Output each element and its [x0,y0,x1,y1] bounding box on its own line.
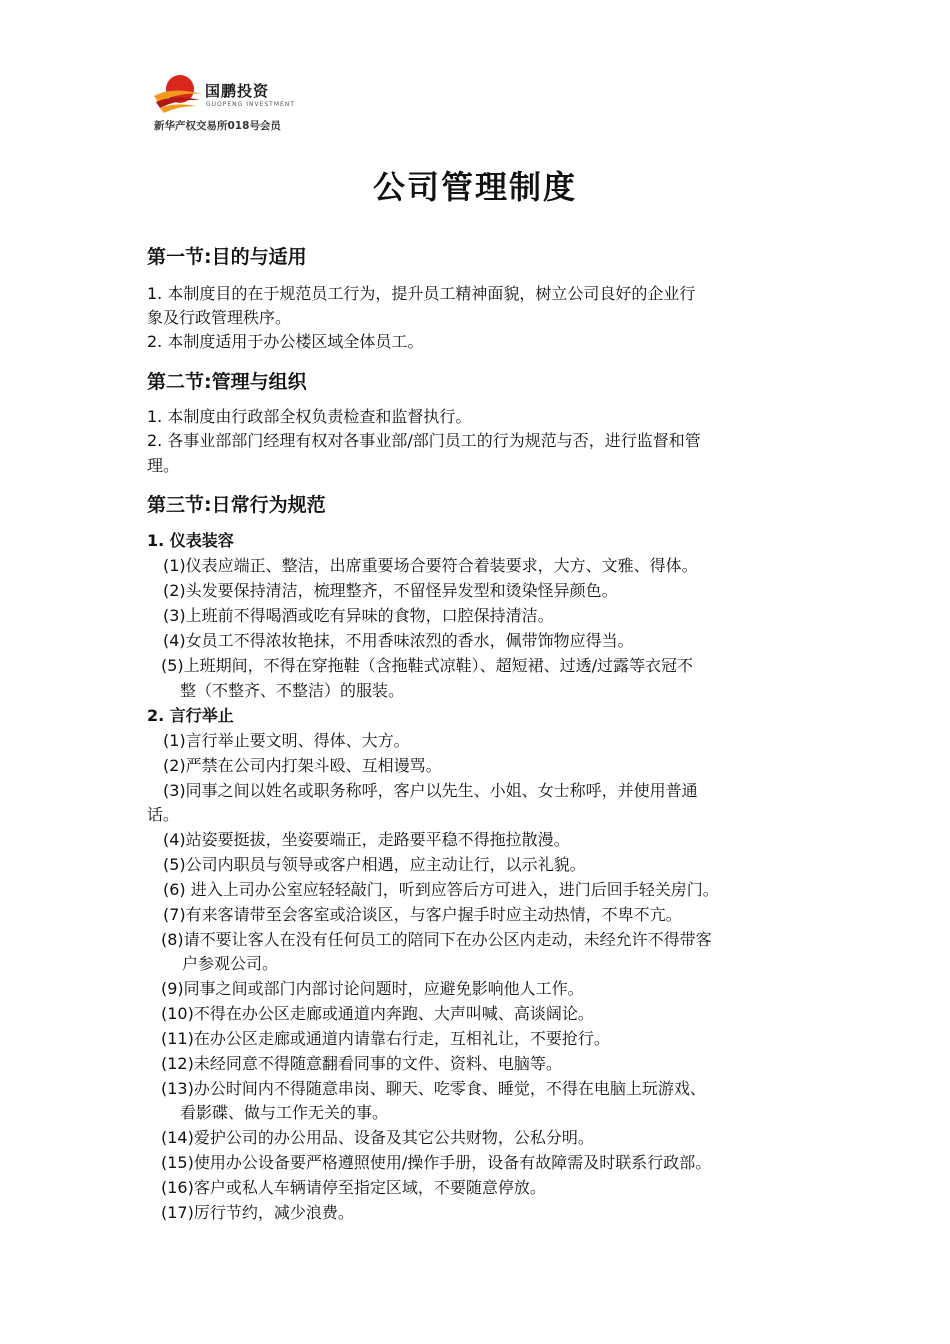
conduct-item-17: (17)厉行节约，减少浪费。 [161,1203,354,1222]
conduct-item-10: (10)不得在办公区走廊或通道内奔跑、大声叫喊、高谈阔论。 [161,1004,594,1023]
conduct-item-2: (2)严禁在公司内打架斗殴、互相谩骂。 [163,756,442,775]
s1-item-2: 2. 本制度适用于办公楼区域全体员工。 [147,332,424,351]
conduct-item-5: (5)公司内职员与领导或客户相遇，应主动让行，以示礼貌。 [163,855,586,874]
s2-item-2-line-1: 2. 各事业部部门经理有权对各事业部/部门员工的行为规范与否，进行监督和管 [147,431,701,450]
conduct-item-4: (4)站姿要挺拔，坐姿要端正，走路要平稳不得拖拉散漫。 [163,830,570,849]
conduct-item-6: (6) 进入上司办公室应轻轻敲门，听到应答后方可进入，进门后回手轻关房门。 [163,880,719,899]
document-title: 公司管理制度 [372,168,577,206]
conduct-item-1: (1)言行举止要文明、得体、大方。 [163,731,410,750]
logo-english-name: GUOPENG INVESTMENT [206,101,295,108]
conduct-item-8-line-1: (8)请不要让客人在没有任何员工的陪同下在办公区内走动，未经允许不得带客 [161,930,712,949]
sun-wings-icon [150,72,206,116]
conduct-item-16: (16)客户或私人车辆请停至指定区域，不要随意停放。 [161,1178,546,1197]
subsection-conduct: 2. 言行举止 [147,706,234,725]
section-2-heading: 第二节:管理与组织 [147,371,307,393]
conduct-item-3-line-2: 话。 [147,805,180,824]
appearance-item-5-line-2: 整（不整齐、不整洁）的服装。 [180,681,405,700]
conduct-item-8-line-2: 户参观公司。 [182,954,279,973]
conduct-item-15: (15)使用办公设备要严格遵照使用/操作手册，设备有故障需及时联系行政部。 [161,1153,712,1172]
conduct-item-7: (7)有来客请带至会客室或洽谈区，与客户握手时应主动热情，不卑不亢。 [163,905,682,924]
s2-item-2-line-2: 理。 [147,456,180,475]
appearance-item-2: (2)头发要保持清洁，梳理整齐，不留怪异发型和烫染怪异颜色。 [163,581,618,600]
logo-company-name: 国鹏投资 [205,82,270,100]
conduct-item-13-line-2: 看影碟、做与工作无关的事。 [180,1103,389,1122]
conduct-item-11: (11)在办公区走廊或通道内请靠右行走，互相礼让，不要抢行。 [161,1029,610,1048]
appearance-item-3: (3)上班前不得喝酒或吃有异味的食物，口腔保持清洁。 [163,606,554,625]
appearance-item-5-line-1: (5)上班期间，不得在穿拖鞋（含拖鞋式凉鞋）、超短裙、过透/过露等衣冠不 [161,656,694,675]
appearance-item-1: (1)仪表应端正、整洁，出席重要场合要符合着装要求，大方、文雅、得体。 [163,556,698,575]
conduct-item-3-line-1: (3)同事之间以姓名或职务称呼，客户以先生、小姐、女士称呼，并使用普通 [163,781,698,800]
appearance-item-4: (4)女员工不得浓妆艳抹，不用香味浓烈的香水，佩带饰物应得当。 [163,631,634,650]
section-3-heading: 第三节:日常行为规范 [147,494,326,516]
conduct-item-12: (12)未经同意不得随意翻看同事的文件、资料、电脑等。 [161,1054,562,1073]
section-1-heading: 第一节:目的与适用 [147,246,307,268]
s2-item-1: 1. 本制度由行政部全权负责检查和监督执行。 [147,407,472,426]
conduct-item-9: (9)同事之间或部门内部讨论问题时，应避免影响他人工作。 [161,979,584,998]
conduct-item-14: (14)爱护公司的办公用品、设备及其它公共财物，公私分明。 [161,1128,594,1147]
s1-item-1-line-1: 1. 本制度目的在于规范员工行为，提升员工精神面貌，树立公司良好的企业行 [147,284,696,303]
conduct-item-13-line-1: (13)办公时间内不得随意串岗、聊天、吃零食、睡觉，不得在电脑上玩游戏、 [161,1079,706,1098]
logo-member-text: 新华产权交易所018号会员 [154,120,281,132]
company-logo [150,72,310,132]
s1-item-1-line-2: 象及行政管理秩序。 [147,308,292,327]
subsection-appearance: 1. 仪表装容 [147,531,234,550]
